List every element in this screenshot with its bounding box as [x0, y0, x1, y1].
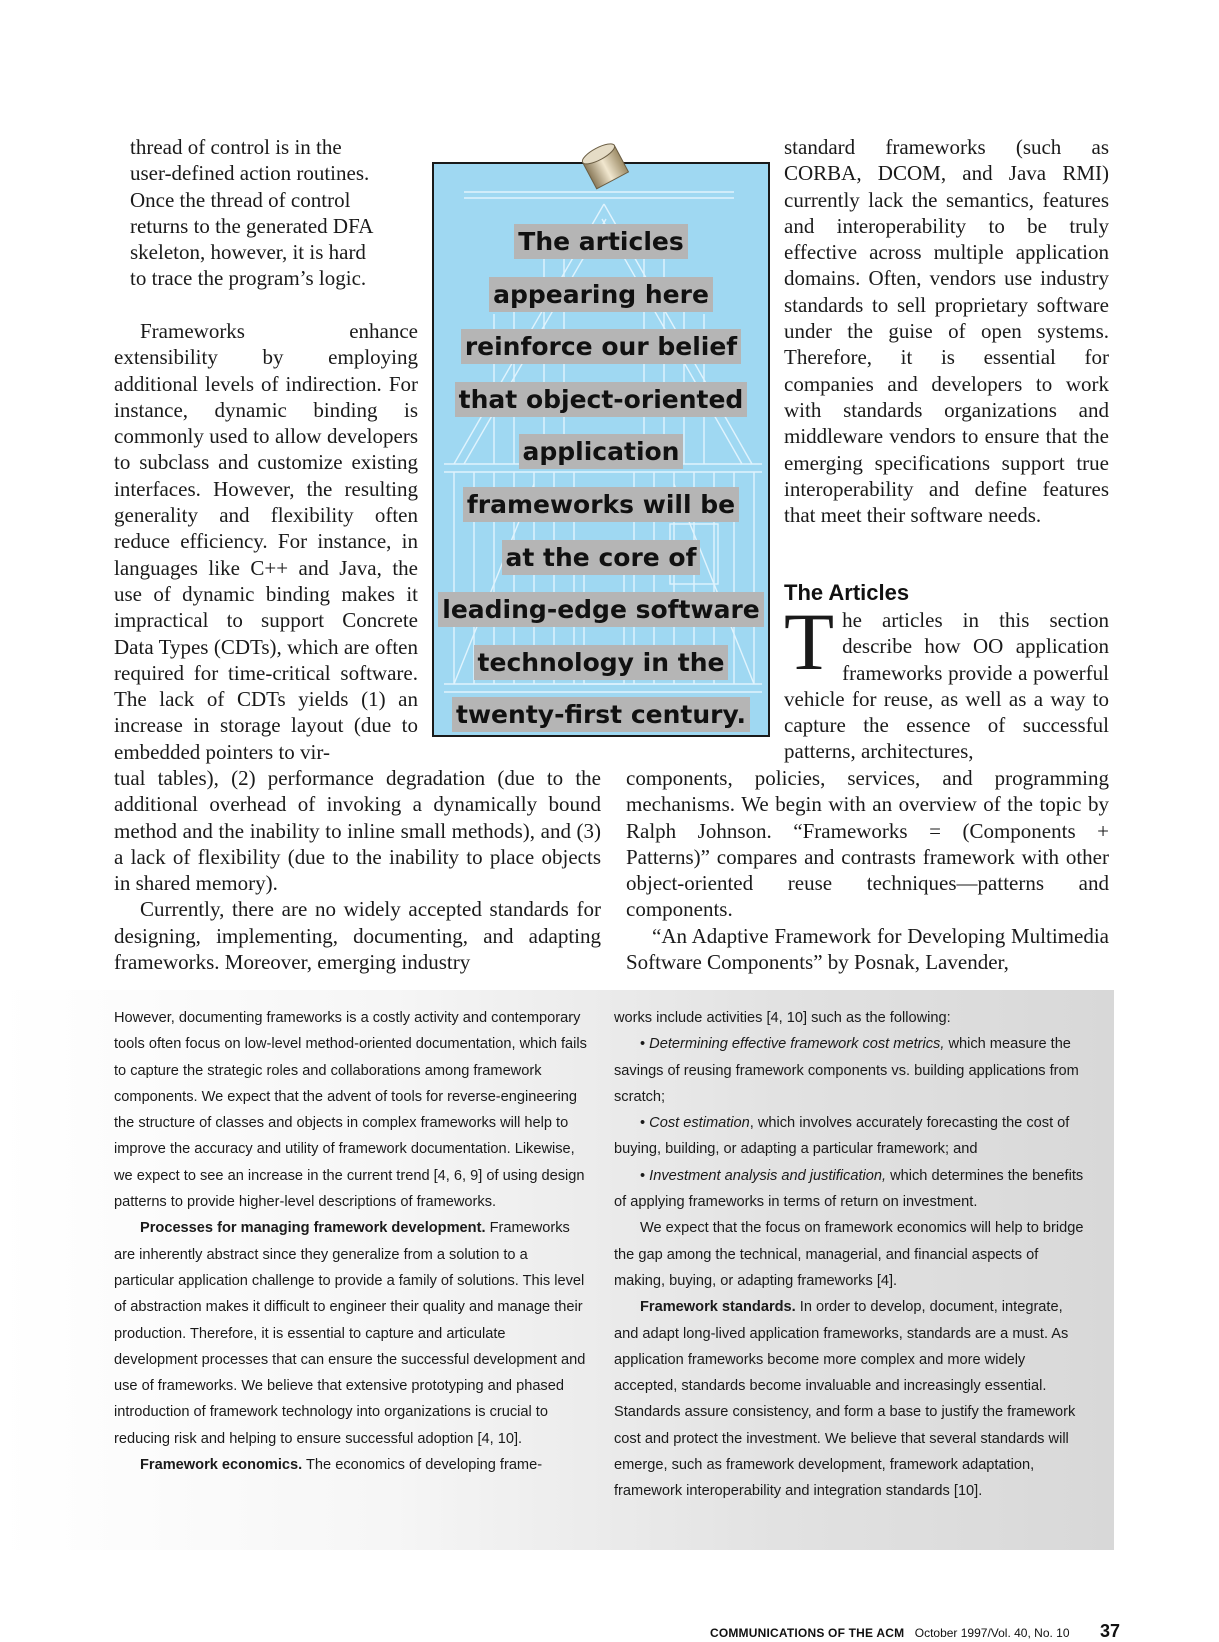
drop-cap: T: [784, 596, 835, 687]
left-column-continuation: [114, 765, 601, 975]
pull-quote-line: application: [519, 434, 684, 469]
pull-quote-line: at the core of: [502, 540, 701, 575]
bullet-item-investment: • Investment analysis and justification, which determines the benefits of applying frameworks in terms of return on investment.: [614, 1167, 1084, 1211]
paragraph-articles: [784, 596, 1109, 765]
paragraph-documentation: However, documenting frameworks is a costly activity and contemporary tools often focus on low-level method-oriented documentation, which fails to capture the strategic roles and collaborations among framework components. We expect that the advent of tools for reverse-engineering the structure of classes and objects in complex frameworks will help to improve the accuracy and utility of framework documentation. Likewise, we expect to see an increase in the current trend [4, 6, 9] of using design patterns to provide higher-level descriptions of frameworks.: [114, 1010, 587, 1211]
paragraph-standards: [614, 1294, 1086, 1504]
paragraph-extensibility-cont: tual tables), (2) performance degradation (due to the additional overhead of invoking a dynamically bound method and the inability to inline small methods), and (3) a lack of flexibility (due to the inability to place objects in shared memory).: [114, 766, 601, 896]
push-pin-icon: [574, 142, 638, 194]
text-line: user-defined action routines.: [130, 161, 370, 186]
paragraph-standards: Currently, there are no widely accepted standards for designing, implementing, documenting, and adapting frameworks. Moreover, emerging industry: [114, 897, 601, 975]
economics-text: The economics of developing frame-: [306, 1457, 543, 1474]
pull-quote-line: appearing here: [489, 277, 713, 312]
text-line: returns to the generated DFA: [130, 213, 374, 238]
articles-section-body: [784, 596, 1109, 765]
page-number: 37: [1099, 1621, 1120, 1641]
text-line: skeleton, however, it is hard: [130, 240, 366, 265]
bullet-term: Cost estimation: [649, 1115, 750, 1132]
right-column-intro: [784, 134, 1109, 528]
left-column-intro: [130, 134, 408, 292]
text-line: thread of control is in the: [130, 135, 342, 159]
pull-quote-line: that object-oriented: [455, 382, 748, 417]
pull-quote-line: frameworks will be: [463, 487, 739, 522]
sidebar-right-column: [614, 1005, 1086, 1505]
pull-quote-line: technology in the: [474, 645, 729, 680]
pull-quote-line: leading-edge software: [438, 592, 763, 627]
bullet-text: which measure the savings of reusing framework components vs. building applications from scratch;: [614, 1036, 1079, 1105]
paragraph-adaptive-framework: “An Adaptive Framework for Developing Multimedia Software Components” by Posnak, Lavender,: [626, 923, 1109, 975]
text-line: Once the thread of control: [130, 187, 351, 212]
processes-text: Frameworks are inherently abstract since they generalize from a solution to a particular application challenge to provide a family of solutions. This level of abstraction makes it difficult to engineer their quality and manage their production. Therefore, it is essential to capture and articulate development processes that can ensure the successful development and use of frameworks. We believe that extensive prototyping and phased introduction of framework technology into organizations is crucial to reducing risk and helping to ensure successful adoption [4, 10].: [114, 1220, 586, 1447]
issue-info: October 1997/Vol. 40, No. 10: [914, 1626, 1070, 1640]
paragraph-activities-intro: works include activities [4, 10] such as the following:: [614, 1010, 951, 1026]
bullet-term: Investment analysis and justification,: [649, 1167, 887, 1184]
paragraph-economics-focus: We expect that the focus on framework economics will help to bridge the gap among the technical, managerial, and financial aspects of making, buying, or adapting frameworks [4].: [614, 1220, 1084, 1289]
articles-text: he articles in this section describe how OO application frameworks provide a powerful vehicle for reuse, as well as a way to capture the essence of successful patterns, architectures,: [784, 608, 1109, 764]
right-column-continuation: [626, 765, 1109, 975]
journal-name: COMMUNICATIONS OF THE ACM: [709, 1626, 905, 1640]
pull-quote-text: [434, 216, 768, 742]
sidebar-left-column: [114, 1005, 590, 1478]
paragraph-extensibility: Frameworks enhance extensibility by employing additional levels of indirection. For instance, dynamic binding is commonly used to allow developers to subclass and customize existing interfaces. However, the resulting generality and flexibility often reduce efficiency. For instance, in languages like C++ and Java, the use of dynamic binding makes it impractical to support Concrete Data Types (CDTs), which are often required for time-critical software. The lack of CDTs yields (1) an increase in storage layout (due to embedded pointers to vir-: [114, 319, 418, 764]
left-column-body: [114, 318, 418, 765]
bullet-term: Determining effective framework cost metrics,: [649, 1036, 945, 1053]
standards-text: In order to develop, document, integrate, and adapt long-lived application frameworks, standards are a must. As application frameworks become more complex and more widely accepted, standards become invaluable and increasingly essential. Standards assure consistency, and form a base to justify the framework cost and protect the investment. We believe that several standards will emerge, such as framework development, framework adaptation, framework interoperability and integration standards [10].: [614, 1299, 1076, 1500]
pull-quote-line: The articles: [514, 224, 687, 259]
bullet-item-cost-metrics: • Determining effective framework cost metrics, which measure the savings of reusing framework components vs. building applications from scratch;: [614, 1036, 1079, 1105]
paragraph-processes: [114, 1215, 590, 1452]
run-in-heading-standards: Framework standards.: [640, 1299, 796, 1316]
paragraph-articles-cont: components, policies, services, and programming mechanisms. We begin with an overview of the topic by Ralph Johnson. “Frameworks = (Components + Patterns)” compares and contrasts framework with other object-oriented reuse techniques—patterns and components.: [626, 766, 1109, 922]
bullet-text: which determines the benefits of applying frameworks in terms of return on investment.: [614, 1167, 1084, 1211]
paragraph-economics: [114, 1452, 590, 1478]
pull-quote-box: [432, 162, 770, 737]
run-in-heading-economics: Framework economics.: [140, 1457, 303, 1474]
pull-quote-line: twenty-first century.: [452, 697, 750, 732]
section-heading-the-articles: The Articles: [784, 580, 910, 605]
bullet-text: , which involves accurately forecasting the cost of buying, building, or adapting a particular framework; and: [614, 1115, 1070, 1158]
paragraph-industry-standards: standard frameworks (such as CORBA, DCOM, and Java RMI) currently lack the semantics, features and interoperability to be truly effective across multiple application domains. Often, vendors use industry standards to sell proprietary software under the guise of open systems. Therefore, it is essential for companies and developers to work with standards organizations and middleware vendors to ensure that the emerging specifications support true interoperability and define features that meet their software needs.: [784, 135, 1109, 528]
bullet-item-cost-estimation: • Cost estimation, which involves accurately forecasting the cost of buying, building, or adapting a particular framework; and: [614, 1115, 1070, 1158]
run-in-heading-processes: Processes for managing framework development.: [140, 1220, 486, 1237]
pull-quote-line: reinforce our belief: [461, 329, 741, 364]
text-line: to trace the program’s logic.: [130, 266, 367, 291]
page-footer: [680, 1621, 1120, 1642]
